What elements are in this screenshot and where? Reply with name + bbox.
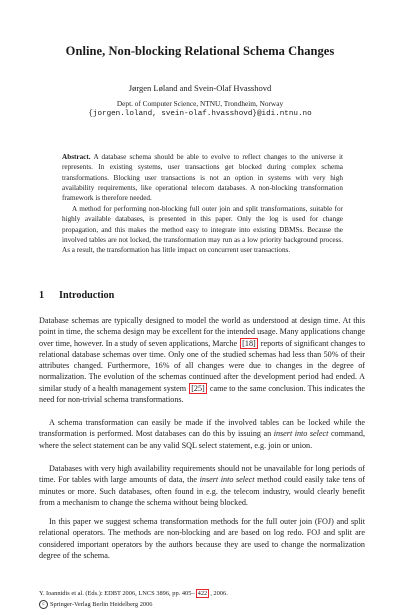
body-text: method could easily take tens of minutes or more. Such databases, often found in e.g. the telecom industry, would clearly benefit from a mechanism to change the schema without being blocked. — [39, 475, 366, 507]
body-paragraph-3 — [39, 463, 365, 508]
body-text: A schema transformation can easily be made if the involved tables can be locked while the transformation is performed. Most databases can do this by issuing an — [39, 418, 365, 439]
section-number: 1 — [39, 290, 45, 301]
section-title: Introduction — [59, 290, 115, 301]
page-range-link[interactable]: 422 — [197, 590, 208, 597]
body-text: command, where the select statement can be any valid SQL select statement, e.g. join or union. — [39, 429, 366, 450]
footer-copyright — [39, 600, 379, 609]
copyright-icon: c — [39, 600, 48, 609]
author-affiliation: Dept. of Computer Science, NTNU, Trondheim, Norway — [116, 99, 284, 108]
body-text: Database schemas are typically designed to model the world as understood at design time. At this point in time, the schema design may be excellent for the intended usage. Many applications change over time, however. In a study of seven applications, Marche — [39, 316, 365, 348]
abstract-label: Abstract. — [62, 153, 91, 161]
paper-authors: Jørgen Løland and Svein-Olaf Hvasshovd — [128, 83, 272, 93]
footer-text: Springer-Verlag Berlin Heidelberg 2006 — [50, 600, 153, 608]
author-email: {jorgen.loland, svein-olaf.hvasshovd}@idi.ntnu.no — [88, 110, 312, 118]
body-text: came to the same conclusion. This indicates the need for non-trivial schema transformations. — [39, 383, 366, 404]
footer-citation — [39, 590, 379, 597]
abstract-paragraph-2: A method for performing non-blocking full outer join and split transformations, suitable for highly available databases, is presented in this paper. Only the log is used for change propagation, and this makes the method easy to integrate into existing DBMSs. Because the involved tables are not locked, the transformation may run as a low priority background process. As a result, the transformation has little impact on concurrent user transactions. — [62, 205, 343, 254]
footer-text: Y. Ioannidis et al. (Eds.): EDBT 2006, LNCS 3896, pp. 405– — [39, 590, 195, 597]
body-emphasis: insert into select — [273, 429, 329, 439]
abstract-text-1: A database schema should be able to evolve to reflect changes to the universe it represents. In existing systems, user transactions get blocked during complex schema transformations. Blocking user transactions is not an option in systems with very high availability requirements, like operational telecom databases. A non-blocking transformation framework is therefore needed. — [62, 153, 343, 202]
paper-title: Online, Non-blocking Relational Schema Changes — [65, 44, 335, 58]
section-heading — [39, 290, 114, 301]
body-paragraph-1 — [39, 315, 365, 405]
body-emphasis: insert into select — [199, 475, 255, 485]
citation-link-18[interactable]: [18] — [242, 338, 256, 348]
body-text: reports of significant changes to relational database schemas over time. Only one of the studied schemas had less than 50% of their attributes changed. Furthermore, 16% of all changes were due to changes in the degree of normalization. The evolution of the schemas continued after the development period had ended. A similar study of a health management system — [39, 338, 366, 393]
body-paragraph-2 — [39, 417, 365, 451]
citation-link-25[interactable]: [25] — [191, 383, 205, 393]
body-text: Databases with very high availability requirements should not be unavailable for long periods of time. For tables with large amounts of data, the — [39, 464, 365, 485]
footer-text: , 2006. — [210, 590, 228, 597]
body-paragraph-4: In this paper we suggest schema transformation methods for the full outer join (FOJ) and split relational operators. The methods are non-blocking and are based on log redo. FOJ and split are considered important operators by the authors because they are used to change the normalization degree of the schema. — [39, 517, 365, 560]
abstract-paragraph-1 — [62, 152, 343, 203]
